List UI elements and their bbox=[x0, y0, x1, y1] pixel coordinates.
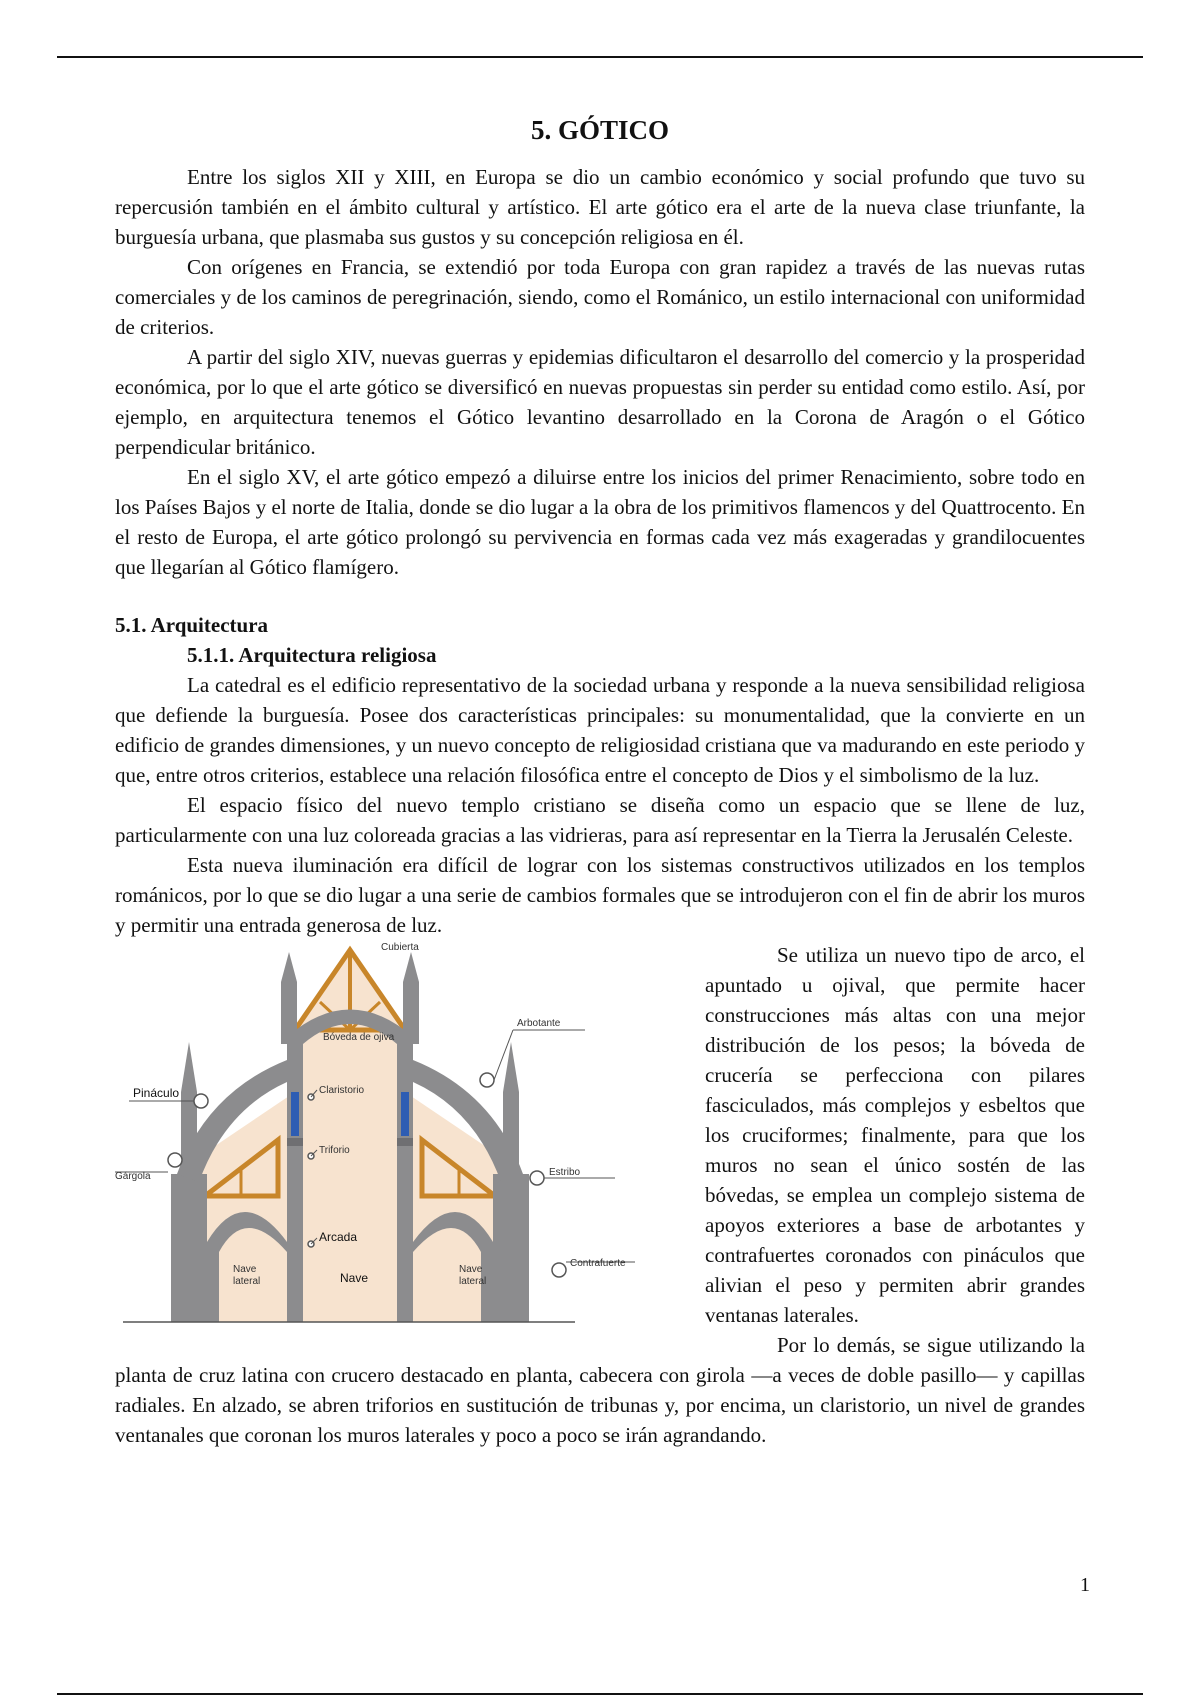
body-paragraph: La catedral es el edificio representativo de la sociedad urbana y responde a la nueva sensibilidad religiosa que defiende la burguesía. Posee dos características principales: su monumentalidad, que la convierte en un edificio de grandes dimensiones, y un nuevo concepto de religiosidad cristiana que va madurando en este periodo y que, entre otros criterios, establece una relación filosófica entre el concepto de Dios y el simbolismo de la luz. bbox=[115, 673, 1085, 787]
label-triforio: Triforio bbox=[319, 1145, 350, 1156]
clerestory-window-right bbox=[401, 1092, 409, 1136]
section-heading: 5.1. Arquitectura bbox=[115, 613, 269, 637]
page-number: 1 bbox=[1080, 1574, 1090, 1596]
label-gargola: Gárgola bbox=[115, 1171, 151, 1182]
clerestory-window-left bbox=[291, 1092, 299, 1136]
label-cubierta: Cubierta bbox=[381, 942, 419, 953]
page-content bbox=[115, 112, 1085, 1450]
page-title: 5. GÓTICO bbox=[530, 115, 670, 145]
left-buttress bbox=[171, 1174, 207, 1322]
label-claristorio: Claristorio bbox=[319, 1085, 365, 1096]
figure-paragraph: Se utiliza un nuevo tipo de arco, el apuntado u ojival, que permite hacer construcciones más altas con una mejor distribución de los pesos; la bóveda de crucería se perfecciona con pilares fasciculados, más complejos y esbeltos que los cruciformes; finalmente, para que los muros no sean el único sostén de las bóvedas, se emplea un complejo sistema de apoyos exteriores a base de arbotantes y contrafuertes coronados con pináculos que alivian el peso y permiten abrir grandes ventanas laterales. bbox=[705, 943, 1085, 1327]
left-pinnacle bbox=[181, 1042, 197, 1174]
bottom-rule bbox=[57, 1693, 1143, 1695]
label-nave-lateral-right: Nave bbox=[459, 1264, 483, 1275]
figure-paragraph: Por lo demás, se sigue utilizando la planta de cruz latina con crucero destacado en planta, cabecera con girola —a veces de doble pasillo— y capillas radiales. En alzado, se abren triforios en sustitución de tribunas y, por encima, un claristorio, un nivel de grandes ventanales que coronan los muros laterales y poco a poco se irán agrandando. bbox=[115, 1333, 1085, 1447]
label-arbotante: Arbotante bbox=[517, 1018, 561, 1029]
label-nave-lateral-right-2: lateral bbox=[459, 1276, 487, 1287]
top-rule bbox=[57, 56, 1143, 58]
subsection-heading: 5.1.1. Arquitectura religiosa bbox=[187, 643, 437, 667]
intro-paragraph: En el siglo XV, el arte gótico empezó a diluirse entre los inicios del primer Renacimiento, sobre todo en los Países Bajos y el norte de Italia, donde se dio lugar a la obra de los primitivos flamencos y del Quattrocento. En el resto de Europa, el arte gótico prolongó su pervivencia en formas cada vez más exageradas y grandilocuentes que llegarían al Gótico flamígero. bbox=[115, 465, 1085, 579]
right-pinnacle bbox=[503, 1042, 519, 1174]
cathedral-section-diagram bbox=[115, 942, 683, 1354]
label-arcada: Arcada bbox=[319, 1230, 358, 1244]
label-boveda: Bóveda de ojiva bbox=[323, 1032, 395, 1043]
nave-pinnacle-left bbox=[281, 952, 297, 1044]
estribo-marker bbox=[530, 1171, 544, 1185]
label-estribo: Estribo bbox=[549, 1167, 581, 1178]
cathedral-svg bbox=[115, 942, 683, 1354]
intro-paragraph: Con orígenes en Francia, se extendió por toda Europa con gran rapidez a través de las nuevas rutas comerciales y de los caminos de peregrinación, siendo, como el Románico, un estilo internacional con uniformidad de criterios. bbox=[115, 255, 1085, 339]
label-pinaculo: Pináculo bbox=[133, 1086, 180, 1100]
intro-paragraph: A partir del siglo XIV, nuevas guerras y epidemias dificultaron el desarrollo del comercio y la prosperidad económica, por lo que el arte gótico se diversificó en nuevas propuestas sin perder su entidad como estilo. Así, por ejemplo, en arquitectura tenemos el Gótico levantino desarrollado en la Corona de Aragón o el Gótico perpendicular británico. bbox=[115, 345, 1085, 459]
label-nave-lateral-left: Nave bbox=[233, 1264, 257, 1275]
label-nave: Nave bbox=[340, 1271, 369, 1285]
intro-paragraph: Entre los siglos XII y XIII, en Europa se dio un cambio económico y social profundo que tuvo su repercusión también en el ámbito cultural y artístico. El arte gótico era el arte de la nueva clase triunfante, la burguesía urbana, que plasmaba sus gustos y su concepción religiosa en él. bbox=[115, 165, 1085, 249]
body-paragraph: El espacio físico del nuevo templo cristiano se diseña como un espacio que se llene de luz, particularmente con una luz coloreada gracias a las vidrieras, para así representar en la Tierra la Jerusalén Celeste. bbox=[115, 793, 1085, 847]
label-nave-lateral-left-2: lateral bbox=[233, 1276, 261, 1287]
pinaculo-marker bbox=[194, 1094, 208, 1108]
gargola-marker bbox=[168, 1153, 182, 1167]
right-buttress bbox=[493, 1174, 529, 1322]
body-paragraph: Esta nueva iluminación era difícil de lograr con los sistemas constructivos utilizados en los templos románicos, por lo que se dio lugar a una serie de cambios formales que se introdujeron con el fin de abrir los muros y permitir una entrada generosa de luz. bbox=[115, 853, 1085, 937]
arbotante-marker bbox=[480, 1073, 494, 1087]
contrafuerte-marker bbox=[552, 1263, 566, 1277]
nave-pinnacle-right bbox=[403, 952, 419, 1044]
label-contrafuerte: Contrafuerte bbox=[570, 1258, 626, 1269]
